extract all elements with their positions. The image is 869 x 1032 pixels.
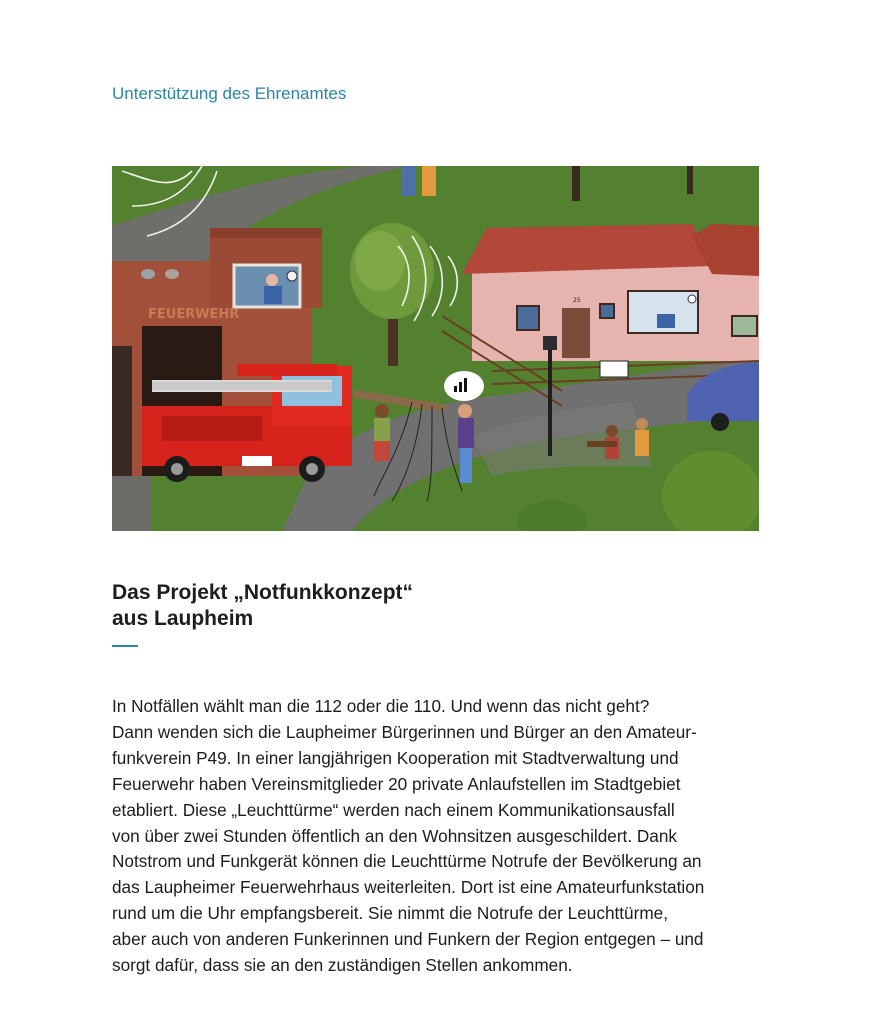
body-line: sorgt dafür, dass sie an den zuständigen Stellen ankommen. bbox=[112, 955, 573, 976]
heading-line-1: Das Projekt „Notfunkkonzept“ bbox=[112, 581, 414, 604]
body-line: funkverein P49. In einer langjährigen Kooperation mit Stadtverwaltung und bbox=[112, 747, 679, 768]
illustration bbox=[112, 166, 759, 531]
signal-speech-bubble bbox=[444, 371, 484, 401]
fire-truck bbox=[142, 364, 352, 482]
heading-line-2: aus Laupheim bbox=[112, 607, 254, 630]
body-line: aber auch von anderen Funkerinnen und Funkern der Region entgegen – und bbox=[112, 929, 704, 950]
illustration-svg bbox=[112, 166, 759, 531]
body-line: Dann wenden sich die Laupheimer Bürgerinnen und Bürger an den Amateur- bbox=[112, 721, 697, 742]
body-line: rund um die Uhr empfangsbereit. Sie nimmt die Notrufe der Leuchttürme, bbox=[112, 903, 668, 924]
body-line: von über zwei Stunden öffentlich an den Wohnsitzen ausgeschildert. Dank bbox=[112, 825, 677, 846]
fire-station-sign: FEUERWEHR bbox=[148, 307, 240, 322]
house bbox=[462, 224, 759, 361]
body-line: etabliert. Diese „Leuchttürme“ werden nach einem Kommunikationsausfall bbox=[112, 799, 675, 820]
section-label: Unterstützung des Ehrenamtes bbox=[112, 84, 347, 103]
body-paragraph bbox=[112, 694, 772, 979]
heading-accent-rule bbox=[112, 645, 138, 647]
leuchtturm-sign bbox=[600, 361, 628, 377]
body-line: Notstrom und Funkgerät können die Leuchttürme Notrufe der Bevölkerung an bbox=[112, 851, 702, 872]
street-lamp bbox=[548, 346, 552, 456]
article-heading bbox=[112, 580, 413, 632]
body-line: das Laupheimer Feuerwehrhaus weiterleiten. Dort ist eine Amateurfunkstation bbox=[112, 877, 705, 898]
body-line: Feuerwehr haben Vereinsmitglieder 20 private Anlaufstellen im Stadtgebiet bbox=[112, 773, 681, 794]
body-line: In Notfällen wählt man die 112 oder die 110. Und wenn das nicht geht? bbox=[112, 696, 650, 716]
house-number: 25 bbox=[573, 297, 581, 304]
